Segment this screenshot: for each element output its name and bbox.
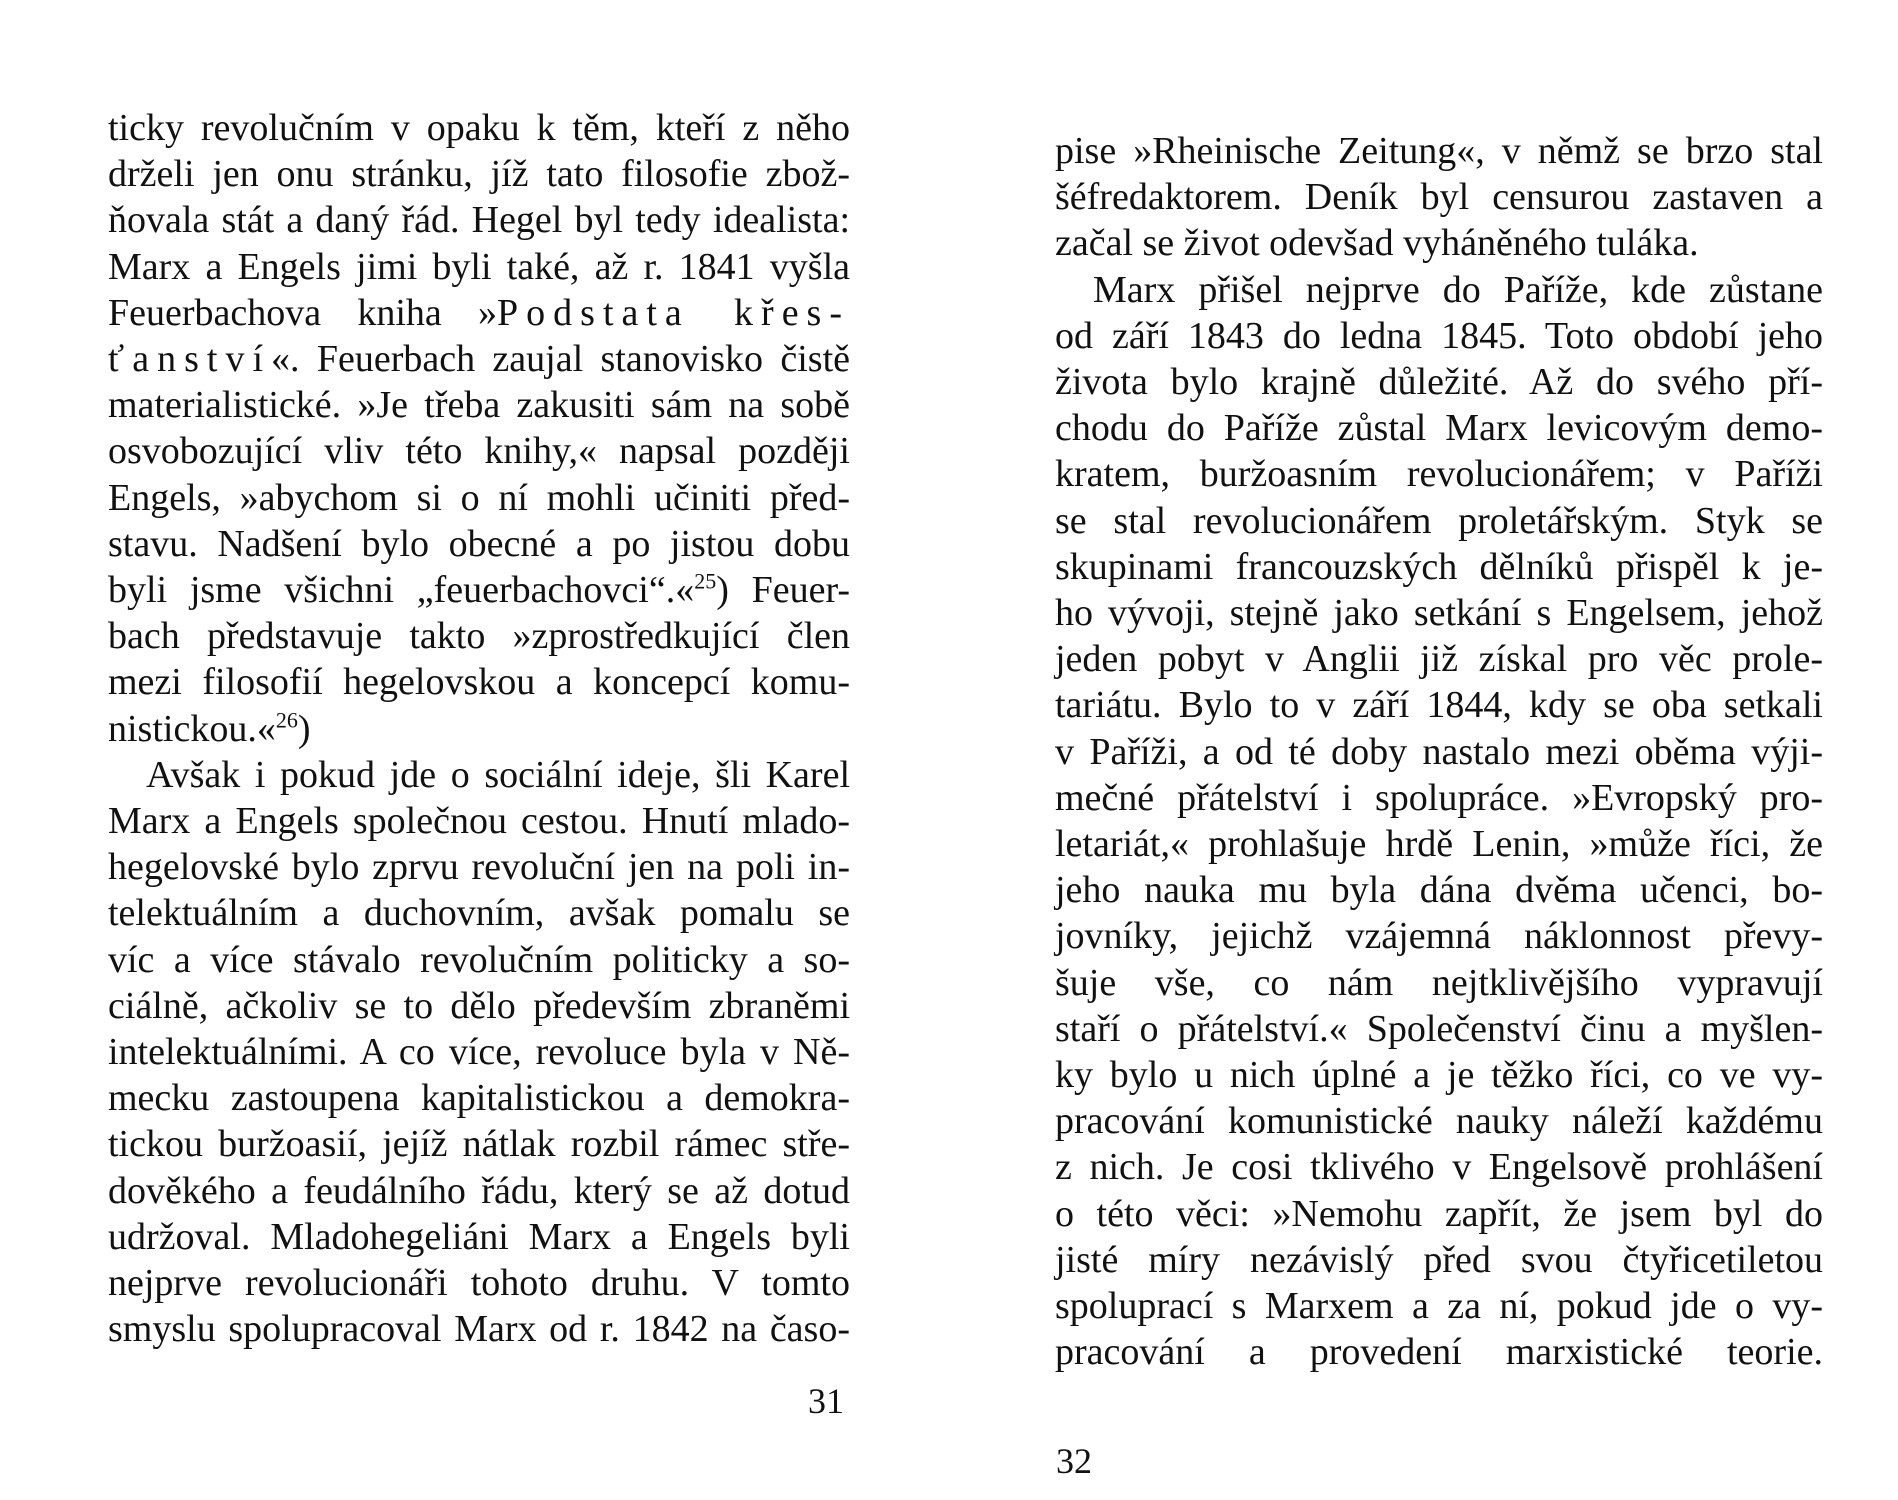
text-line: ticky revolučním v opaku k těm, kteří z něho	[108, 107, 850, 149]
text-fragment: byli jsme všichni „feuerbachovci“.«	[108, 569, 695, 612]
text-line: dověkého a feudálního řádu, který se až dotud	[108, 1169, 850, 1212]
text-line	[108, 567, 850, 613]
text-line: osvobozující vliv této knihy,« napsal později	[108, 430, 850, 473]
right-page-text	[1055, 128, 1823, 1375]
text-fragment: nistickou.«	[108, 707, 276, 750]
text-line: jeho nauka mu byla dána dvěma učenci, bo-	[1055, 869, 1823, 912]
text-line: hegelovské bylo zprvu revoluční jen na poli in-	[108, 846, 850, 889]
text-line: jeden pobyt v Anglii již získal pro věc prole-	[1055, 638, 1823, 681]
text-line: tickou buržoasií, jejíž nátlak rozbil rámec stře-	[108, 1123, 850, 1166]
text-line: Engels, »abychom si o ní mohli učiniti před-	[108, 476, 850, 519]
text-line: začal se život odevšad vyháněného tuláka.	[1055, 222, 1699, 265]
left-page-text	[108, 105, 850, 1352]
text-line: materialistické. »Je třeba zakusiti sám na sobě	[108, 384, 850, 427]
text-line: drželi jen onu stránku, jíž tato filosofie zbož-	[108, 153, 850, 196]
text-line: Avšak i pokud jde o sociální ideje, šli Karel	[146, 753, 850, 796]
text-line: pracování a provedení marxistické teorie.	[1055, 1331, 1823, 1374]
text-line: intelektuálními. A co více, revoluce byla v Ně-	[108, 1031, 850, 1074]
text-line: Marx přišel nejprve do Paříže, kde zůstane	[1093, 268, 1823, 311]
text-line: v Paříži, a od té doby nastalo mezi oběma výji-	[1055, 730, 1823, 773]
text-fragment: ) Feuer-	[716, 569, 850, 612]
text-line: chodu do Paříže zůstal Marx levicovým demo-	[1055, 407, 1823, 450]
text-line: mečné přátelství i spolupráce. »Evropský pro-	[1055, 776, 1823, 819]
text-line	[108, 336, 850, 382]
text-line: staří o přátelství.« Společenství činu a myšlen-	[1055, 1007, 1823, 1050]
text-line: bach představuje takto »zprostředkující člen	[108, 615, 850, 658]
book-title-spaced: ťanství	[108, 338, 272, 381]
text-line: o této věci: »Nemohu zapřít, že jsem byl do	[1055, 1192, 1823, 1235]
text-line: mecku zastoupena kapitalistickou a demokra-	[108, 1077, 850, 1120]
text-line: jisté míry nezávislý před svou čtyřicetiletou	[1055, 1238, 1823, 1281]
text-line	[108, 290, 850, 336]
text-fragment: Feuerbachova kniha »	[108, 291, 498, 334]
text-line: letariát,« prohlašuje hrdě Lenin, »může říci, že	[1055, 823, 1823, 866]
book-title-spaced: Podstata křes-	[497, 291, 851, 334]
text-line: šuje vše, co nám nejtklivějšího vypravují	[1055, 961, 1823, 1004]
text-line: skupinami francouzských dělníků přispěl k je-	[1055, 545, 1823, 588]
text-line: života bylo krajně důležité. Až do svého pří-	[1055, 361, 1823, 404]
text-line: udržoval. Mladohegeliáni Marx a Engels byli	[108, 1215, 850, 1258]
text-line: spoluprací s Marxem a za ní, pokud jde o vy-	[1055, 1285, 1823, 1328]
text-line: Marx a Engels jimi byli také, až r. 1841 vyšla	[108, 245, 850, 288]
text-line: z nich. Je cosi tklivého v Engelsově prohlášení	[1055, 1146, 1823, 1189]
text-line: tariátu. Bylo to v září 1844, kdy se oba setkali	[1055, 684, 1823, 727]
text-fragment: )	[297, 707, 311, 750]
text-fragment: «. Feuerbach zaujal stanovisko čistě	[271, 338, 850, 381]
footnote-marker: 26	[275, 706, 298, 732]
text-line: od září 1843 do ledna 1845. Toto období jeho	[1055, 314, 1823, 357]
text-line: mezi filosofií hegelovskou a koncepcí komu-	[108, 661, 850, 704]
text-line: víc a více stávalo revolučním politicky a so-	[108, 938, 850, 981]
text-line: ciálně, ačkoliv se to dělo především zbraněmi	[108, 984, 850, 1027]
text-line: se stal revolucionářem proletářským. Styk se	[1055, 499, 1823, 542]
text-line: ky bylo u nich úplné a je těžko říci, co ve vy-	[1055, 1054, 1823, 1097]
text-line: jovníky, jejichž vzájemná náklonnost převy-	[1055, 915, 1823, 958]
text-line: ňovala stát a daný řád. Hegel byl tedy idealista:	[108, 199, 850, 242]
text-line: ho vývoji, stejně jako setkání s Engelsem, jehož	[1055, 592, 1823, 635]
page-number-31: 31	[808, 1381, 844, 1421]
text-line: stavu. Nadšení bylo obecné a po jistou dobu	[108, 522, 850, 565]
text-line: telektuálním a duchovním, avšak pomalu se	[108, 892, 850, 935]
text-line: smyslu spolupracoval Marx od r. 1842 na časo-	[108, 1308, 850, 1351]
text-line	[108, 706, 850, 752]
text-line: šéfredaktorem. Deník byl censurou zastaven a	[1055, 176, 1823, 219]
text-line: nejprve revolucionáři tohoto druhu. V tomto	[108, 1262, 850, 1305]
text-line: Marx a Engels společnou cestou. Hnutí mlado-	[108, 800, 850, 843]
text-line: pise »Rheinische Zeitung«, v němž se brzo stal	[1055, 130, 1823, 172]
text-line: kratem, buržoasním revolucionářem; v Paříži	[1055, 453, 1823, 496]
footnote-marker: 25	[694, 568, 717, 594]
text-line: pracování komunistické nauky náleží každému	[1055, 1100, 1823, 1143]
page-number-32: 32	[1056, 1441, 1092, 1481]
